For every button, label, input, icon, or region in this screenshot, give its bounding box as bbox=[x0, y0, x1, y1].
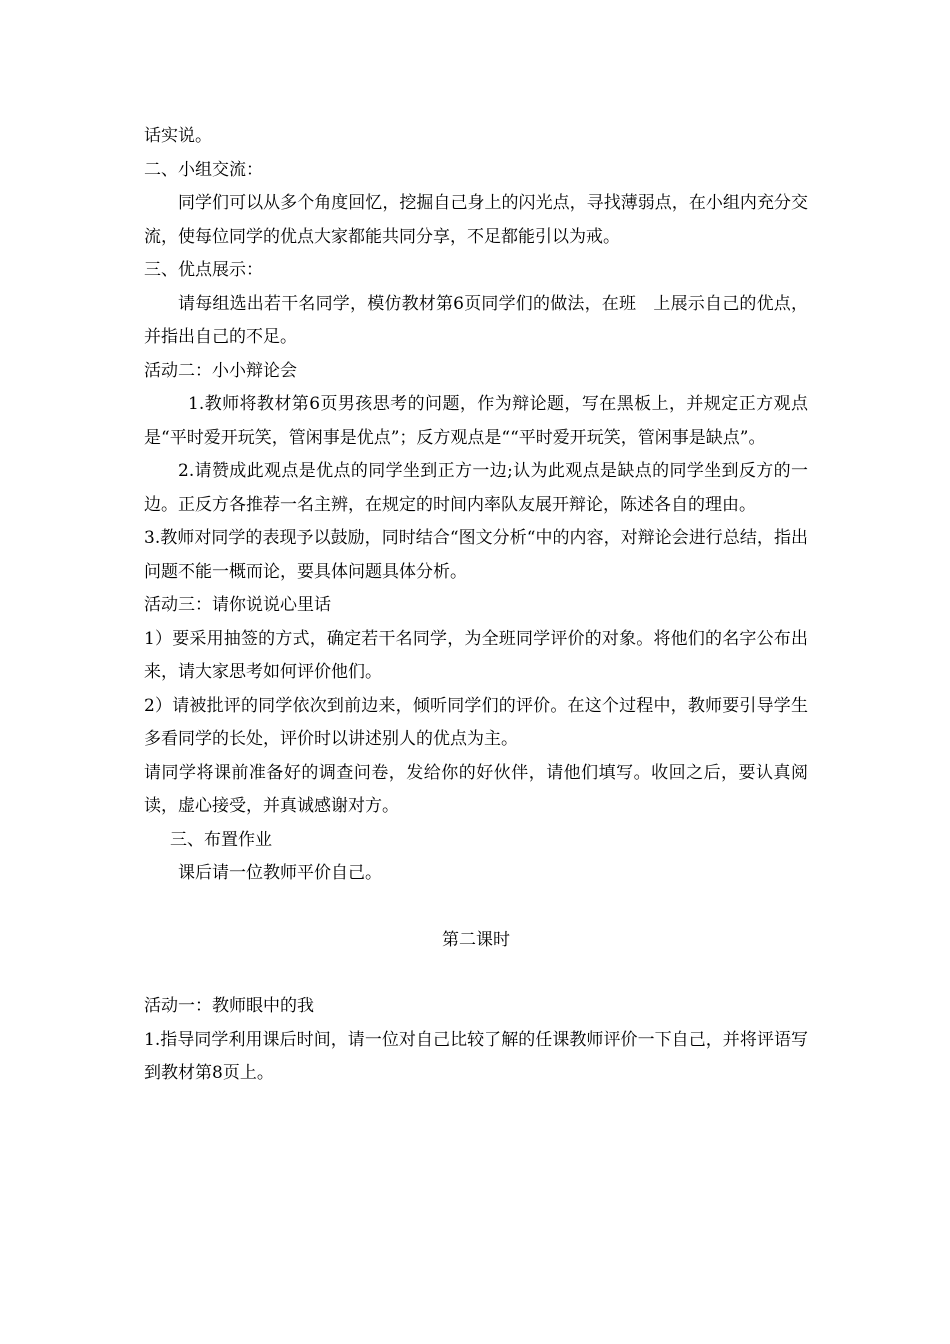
document-body bbox=[144, 120, 808, 1091]
paragraph-survey: 请同学将课前准备好的调查问卷，发给你的好伙伴，请他们填写。收回之后，要认真阅读，虚心接受，并真诚感谢对方。 bbox=[144, 762, 808, 816]
paragraph-continuation: 话实说。 bbox=[144, 126, 212, 146]
paragraph-teacher-view-step-1: 1.指导同学利用课后时间，请一位对自己比较了解的任课教师评价一下自己，并将评语写到教材第8页上。 bbox=[144, 1029, 808, 1083]
section-heading-strengths-display: 三、优点展示： bbox=[144, 260, 263, 280]
activity-heading-heart-talk: 活动三：请你说说心里话 bbox=[144, 595, 331, 615]
paragraph-debate-step-3: 3.教师对同学的表现予以鼓励，同时结合“图文分析“中的内容，对辩论会进行总结，指出问题不能一概而论，要具体问题具体分析。 bbox=[144, 528, 808, 582]
paragraph-heart-talk-step-2: 2）请被批评的同学依次到前边来，倾听同学们的评价。在这个过程中，教师要引导学生多看同学的长处，评价时以讲述别人的优点为主。 bbox=[144, 695, 808, 749]
paragraph-debate-step-2: 2.请赞成此观点是优点的同学坐到正方一边;认为此观点是缺点的同学坐到反方的一边。正反方各推荐一名主辨，在规定的时间内率队友展开辩论，陈述各自的理由。 bbox=[144, 461, 808, 515]
activity-heading-teacher-view: 活动一：教师眼中的我 bbox=[144, 996, 314, 1016]
paragraph-homework: 课后请一位教师平价自己。 bbox=[178, 863, 382, 883]
paragraph-strengths-display: 请每组选出若干名同学，模仿教材第6页同学们的做法，在班 上展示自己的优点，并指出自己的不足。 bbox=[144, 293, 808, 347]
paragraph-debate-step-1: 1.教师将教材第6页男孩思考的问题，作为辩论题，写在黑板上，并规定正方观点是“平时爱开玩笑，管闲事是优点”；反方观点是““平时爱开玩笑，管闲事是缺点”。 bbox=[144, 394, 808, 448]
section-heading-group-exchange: 二、小组交流： bbox=[144, 159, 263, 180]
activity-heading-debate: 活动二：小小辩论会 bbox=[144, 360, 297, 381]
section-heading-homework: 三、布置作业 bbox=[170, 829, 272, 850]
lesson-heading-second-period: 第二课时 bbox=[442, 929, 510, 950]
paragraph-heart-talk-step-1: 1）要采用抽签的方式，确定若干名同学，为全班同学评价的对象。将他们的名字公布出来，请大家思考如何评价他们。 bbox=[144, 628, 808, 682]
paragraph-group-exchange: 同学们可以从多个角度回忆，挖掘自己身上的闪光点，寻找薄弱点，在小组内充分交流，使每位同学的优点大家都能共同分享，不足都能引以为戒。 bbox=[144, 193, 808, 247]
